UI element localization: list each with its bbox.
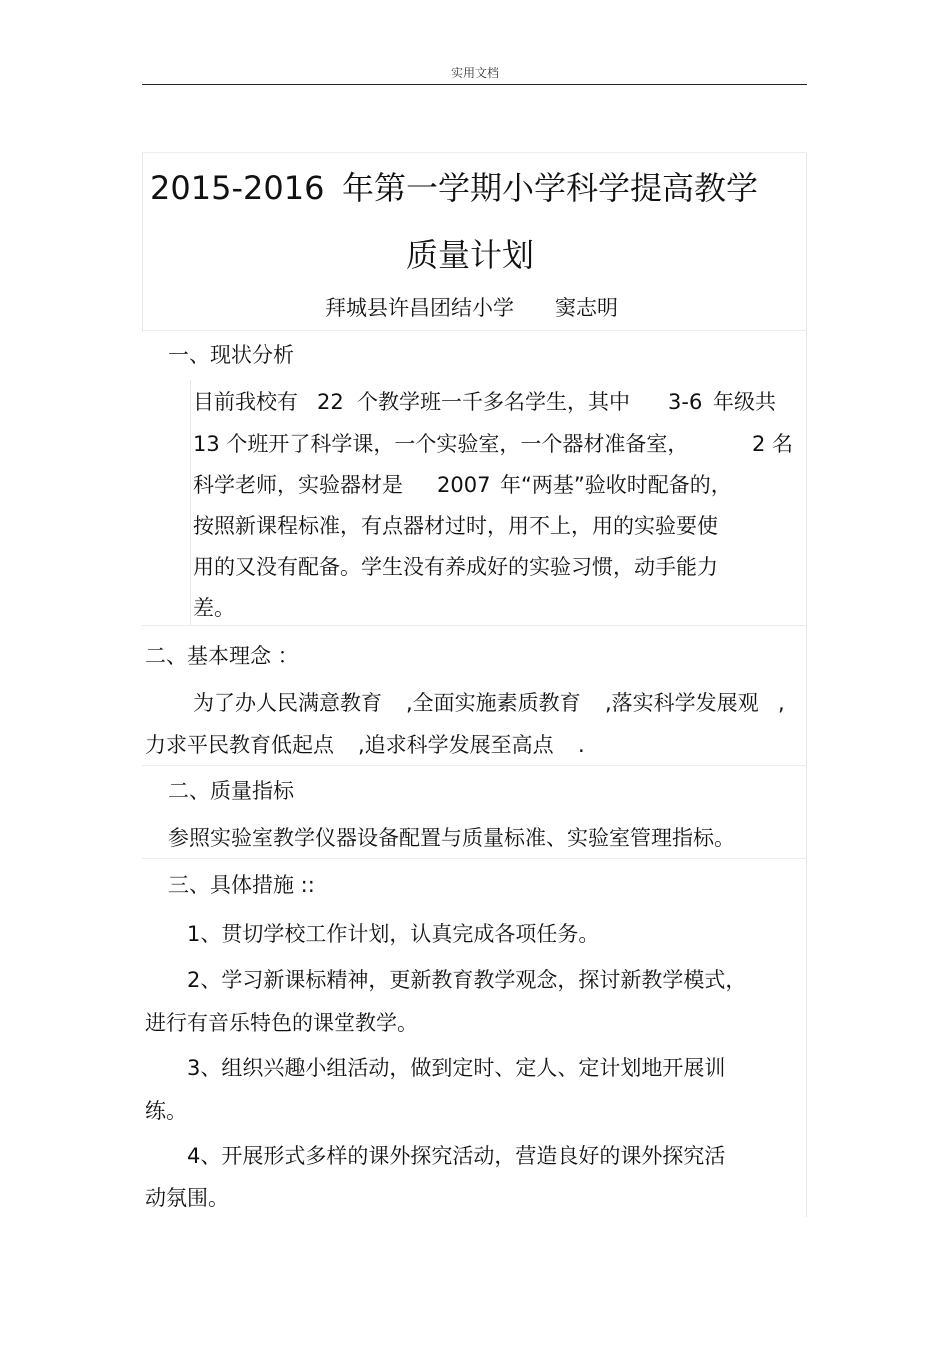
section-heading-quality: 二、质量指标: [168, 779, 294, 803]
philosophy-line-1-part-3: ,落实科学发展观: [605, 691, 759, 715]
status-line-1-part-1: 目前我校有: [193, 390, 298, 414]
status-line-6: 差。: [193, 596, 235, 620]
philosophy-line-2-part-2: ,追求科学发展至高点: [358, 733, 554, 757]
frame-line-right: [806, 152, 807, 1217]
author-name: 窦志明: [555, 296, 618, 320]
status-line-3-part-2: 2007: [437, 473, 491, 497]
status-line-2-part-1: 13 个班开了科学课，一个实验室，一个器材准备室，: [193, 432, 689, 456]
quality-text: 参照实验室教学仪器设备配置与质量标准、实验室管理指标。: [168, 826, 735, 850]
section-heading-philosophy: 二、基本理念 ：: [145, 644, 299, 668]
philosophy-line-2-part-1: 力求平民教育低起点: [145, 733, 334, 757]
frame-line-section3: [142, 765, 807, 766]
page-header-label: 实用文档: [450, 66, 499, 80]
measure-item-4: 4、开展形式多样的课外探究活动，营造良好的课外探究活: [187, 1144, 726, 1168]
measure-item-1: 1、贯切学校工作计划，认真完成各项任务。: [187, 922, 600, 946]
philosophy-line-1-part-1: 为了办人民满意教育: [193, 691, 382, 715]
page-title-line2: 质量计划: [406, 236, 535, 274]
header-divider: [142, 84, 807, 85]
measure-item-2: 2、学习新课标精神，更新教育教学观念，探讨新教学模式，: [187, 968, 747, 992]
page-title-year: 2015-2016: [150, 169, 325, 207]
status-line-2-part-2: 2 名: [752, 432, 794, 456]
measure-item-3: 3、组织兴趣小组活动，做到定时、定人、定计划地开展训: [187, 1056, 726, 1080]
philosophy-line-1-part-2: ,全面实施素质教育: [406, 691, 581, 715]
status-line-1-part-5: 年级共: [713, 390, 776, 414]
status-line-3-part-3: 年“两基”验收时配备的，: [500, 473, 732, 497]
status-line-3-part-1: 科学老师，实验器材是: [193, 473, 403, 497]
frame-line-left: [142, 152, 143, 332]
status-line-1-part-2: 22: [317, 390, 344, 414]
measure-item-4-cont: 动氛围。: [145, 1186, 229, 1210]
frame-line-section2: [142, 625, 807, 626]
status-line-1-part-3: 个教学班一千多名学生，其中: [357, 390, 630, 414]
measure-item-2-cont: 进行有音乐特色的课堂教学。: [145, 1011, 418, 1035]
frame-line-section1: [142, 330, 807, 331]
section-heading-status: 一、现状分析: [168, 343, 294, 367]
section-heading-measures: 三、具体措施 ::: [168, 873, 315, 897]
page-title-line1: 年第一学期小学科学提高教学: [342, 169, 759, 207]
frame-line-top: [142, 152, 807, 153]
philosophy-line-2-part-3: .: [578, 733, 585, 757]
school-name: 拜城县许昌团结小学: [325, 296, 514, 320]
status-line-4: 按照新课程标准，有点器材过时，用不上，用的实验要使: [193, 514, 718, 538]
philosophy-line-1-part-4: ,: [778, 691, 785, 715]
status-line-1-part-4: 3-6: [668, 390, 703, 414]
frame-line-section4: [142, 858, 807, 859]
status-line-5: 用的又没有配备。学生没有养成好的实验习惯，动手能力: [193, 555, 718, 579]
frame-line-section1-inner: [190, 380, 191, 625]
measure-item-3-cont: 练。: [145, 1099, 187, 1123]
